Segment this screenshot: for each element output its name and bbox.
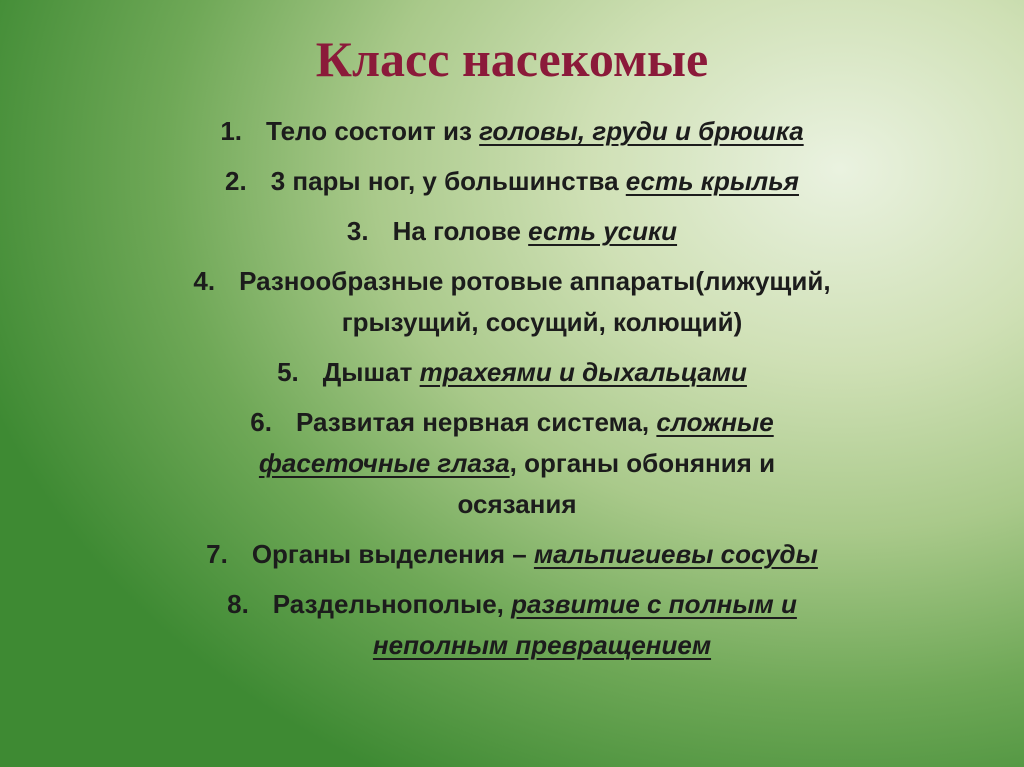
list-item-4 [0,261,1024,343]
item-number: 1. [220,116,242,146]
item-text-line2 [0,625,1024,666]
item-text-line2 [0,443,1024,484]
item-text: Тело состоит из [266,116,480,146]
item-emphasis: трахеями и дыхальцами [419,357,747,387]
item-number: 5. [277,357,299,387]
item-number: 4. [193,266,216,296]
item-emphasis-2: фасеточные глаза [258,448,510,478]
list-item-5 [0,352,1024,393]
list-item-3 [0,211,1024,252]
item-emphasis: развитие с полным и [511,589,797,619]
item-text: Дышат [322,357,420,387]
item-emphasis: есть усики [528,216,678,246]
slide-title: Класс насекомые [315,31,709,87]
item-text-line2: грызущий, сосущий, колющий) [341,307,743,337]
item-emphasis: головы, груди и брюшка [479,116,804,146]
item-emphasis: есть крылья [625,166,799,196]
item-number: 7. [206,539,228,569]
list-item-7 [0,534,1024,575]
item-text-rest: , органы обоняния и [509,448,776,478]
item-number: 6. [250,407,272,437]
list-item-2 [0,161,1024,202]
item-text: Разнообразные ротовые аппараты(лижущий, [239,266,831,296]
item-text: Раздельнополые, [272,589,512,619]
item-text: На голове [392,216,529,246]
item-emphasis: мальпигиевы сосуды [533,539,818,569]
item-text: 3 пары ног, у большинства [270,166,626,196]
item-text: Органы выделения – [251,539,534,569]
list-item-6 [0,402,1024,525]
item-text: Развитая нервная система, [295,407,657,437]
item-number: 3. [346,216,369,246]
item-text-line3: осязания [457,489,577,519]
item-emphasis: сложные [656,407,774,437]
item-number: 8. [227,589,249,619]
list-item-1 [0,111,1024,152]
item-emphasis-2: неполным превращением [372,630,712,660]
list-item-8 [0,584,1024,666]
feature-list [0,111,1024,675]
item-number: 2. [225,166,247,196]
